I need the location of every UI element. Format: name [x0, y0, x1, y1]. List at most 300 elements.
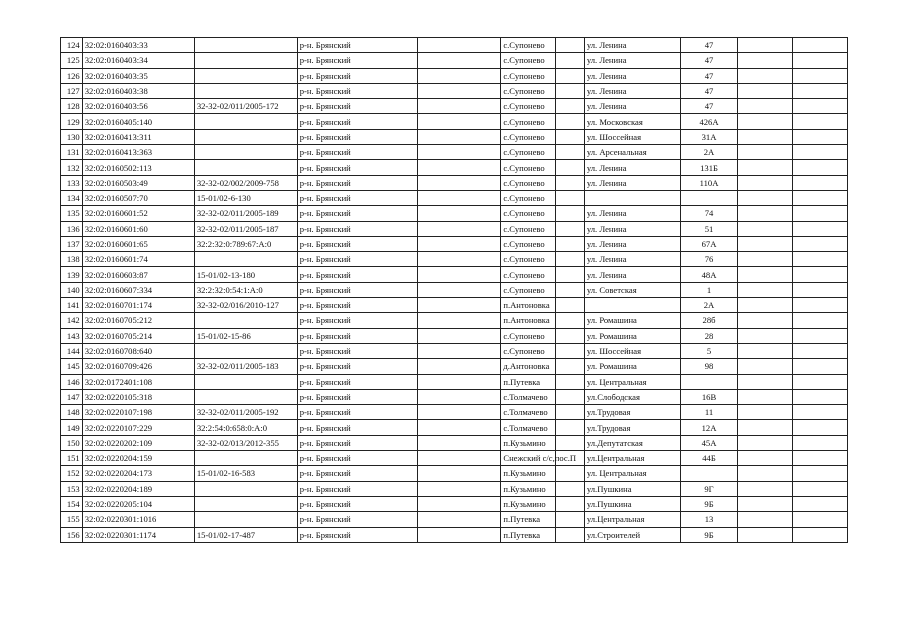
table-cell-district: р-н. Брянский [297, 298, 417, 313]
table-cell-cell-empty [738, 236, 793, 251]
table-cell-registration-number [194, 313, 297, 328]
table-cell-cell-empty [738, 328, 793, 343]
table-cell-settlement: п.Путевка [501, 512, 556, 527]
table-cell-district: р-н. Брянский [297, 282, 417, 297]
table-cell-empty [556, 53, 585, 68]
table-cell-house-number: 51 [680, 221, 737, 236]
table-cell-street: ул. Ромашина [584, 313, 680, 328]
table-cell-street: ул.Депутатская [584, 435, 680, 450]
table-cell-settlement: с.Супонево [501, 129, 556, 144]
table-cell-empty [556, 145, 585, 160]
table-cell-cadastral-number: 32:02:0160403:34 [82, 53, 194, 68]
table-cell-empty [556, 389, 585, 404]
table-cell-registration-number: 32-32-02/002/2009-758 [194, 175, 297, 190]
table-cell-row-number: 143 [61, 328, 83, 343]
table-cell-registration-number: 32-32-02/011/2005-183 [194, 359, 297, 374]
table-cell-cell-empty [417, 512, 501, 527]
table-cell-street: ул. Ленина [584, 83, 680, 98]
table-cell-cell-empty [793, 481, 848, 496]
table-cell-cell-empty [738, 359, 793, 374]
table-cell-row-number: 141 [61, 298, 83, 313]
table-cell-cell-empty [738, 313, 793, 328]
table-row [61, 206, 848, 221]
table-cell-cell-empty [738, 190, 793, 205]
table-cell-empty [556, 99, 585, 114]
table-cell-row-number: 134 [61, 190, 83, 205]
table-row [61, 466, 848, 481]
table-cell-cell-empty [417, 420, 501, 435]
table-cell-row-number: 131 [61, 145, 83, 160]
table-cell-cell-empty [793, 160, 848, 175]
table-cell-cell-empty [738, 267, 793, 282]
table-row [61, 496, 848, 511]
table-cell-row-number: 146 [61, 374, 83, 389]
table-cell-settlement: с.Супонево [501, 175, 556, 190]
table-cell-cell-empty [738, 282, 793, 297]
table-cell-cell-empty [738, 99, 793, 114]
table-cell-registration-number [194, 68, 297, 83]
table-cell-cell-empty [417, 374, 501, 389]
table-cell-registration-number: 32:2:32:0:789:67:А:0 [194, 236, 297, 251]
table-cell-cell-empty [417, 313, 501, 328]
table-cell-cell-empty [793, 68, 848, 83]
table-cell-district: р-н. Брянский [297, 38, 417, 53]
table-cell-cadastral-number: 32:02:0160705:212 [82, 313, 194, 328]
table-cell-empty [556, 175, 585, 190]
table-cell-district: р-н. Брянский [297, 496, 417, 511]
table-cell-street: ул.Центральная [584, 451, 680, 466]
table-cell-cell-empty [738, 160, 793, 175]
table-cell-street: ул. Ленина [584, 53, 680, 68]
table-cell-settlement: с.Супонево [501, 190, 556, 205]
table-cell-row-number: 155 [61, 512, 83, 527]
table-cell-settlement: Снежский с/с,пос.П [501, 451, 556, 466]
table-cell-cell-empty [793, 114, 848, 129]
table-cell-house-number: 47 [680, 68, 737, 83]
table-row [61, 68, 848, 83]
table-cell-registration-number: 32-32-02/011/2005-189 [194, 206, 297, 221]
table-cell-cell-empty [793, 252, 848, 267]
table-cell-house-number [680, 374, 737, 389]
table-cell-house-number: 98 [680, 359, 737, 374]
table-cell-cell-empty [417, 343, 501, 358]
table-cell-empty [556, 114, 585, 129]
table-cell-cell-empty [793, 328, 848, 343]
table-cell-district: р-н. Брянский [297, 114, 417, 129]
table-cell-row-number: 124 [61, 38, 83, 53]
table-cell-cell-empty [738, 420, 793, 435]
table-cell-settlement: п.Кузьмино [501, 435, 556, 450]
table-row [61, 252, 848, 267]
table-cell-cell-empty [793, 83, 848, 98]
table-cell-street: ул.Центральная [584, 512, 680, 527]
table-cell-house-number: 16В [680, 389, 737, 404]
table-cell-cell-empty [417, 328, 501, 343]
cadastral-table [60, 37, 848, 543]
table-cell-house-number: 28 [680, 328, 737, 343]
table-cell-cadastral-number: 32:02:0160405:140 [82, 114, 194, 129]
table-row [61, 527, 848, 542]
table-cell-cadastral-number: 32:02:0160709:426 [82, 359, 194, 374]
table-cell-cadastral-number: 32:02:0160413:363 [82, 145, 194, 160]
table-row [61, 267, 848, 282]
table-cell-house-number: 47 [680, 99, 737, 114]
table-cell-settlement: п.Путевка [501, 527, 556, 542]
table-cell-street: ул.Строителей [584, 527, 680, 542]
table-cell-row-number: 140 [61, 282, 83, 297]
table-cell-cell-empty [738, 68, 793, 83]
table-cell-row-number: 139 [61, 267, 83, 282]
table-cell-cell-empty [793, 512, 848, 527]
table-cell-cell-empty [738, 175, 793, 190]
table-cell-settlement: с.Супонево [501, 206, 556, 221]
table-cell-registration-number: 15-01/02-6-130 [194, 190, 297, 205]
table-cell-street: ул. Ленина [584, 267, 680, 282]
table-cell-row-number: 145 [61, 359, 83, 374]
table-cell-cell-empty [417, 359, 501, 374]
table-cell-registration-number [194, 83, 297, 98]
table-cell-house-number: 47 [680, 53, 737, 68]
table-cell-district: р-н. Брянский [297, 374, 417, 389]
table-cell-street [584, 190, 680, 205]
table-row [61, 313, 848, 328]
table-cell-house-number: 67А [680, 236, 737, 251]
table-cell-street: ул.Трудовая [584, 405, 680, 420]
table-cell-row-number: 148 [61, 405, 83, 420]
table-cell-district: р-н. Брянский [297, 466, 417, 481]
table-cell-registration-number [194, 114, 297, 129]
table-cell-house-number: 45А [680, 435, 737, 450]
table-cell-row-number: 126 [61, 68, 83, 83]
table-cell-street: ул. Центральная [584, 374, 680, 389]
table-row [61, 129, 848, 144]
table-cell-settlement: с.Супонево [501, 252, 556, 267]
table-cell-registration-number [194, 38, 297, 53]
table-row [61, 145, 848, 160]
table-cell-cell-empty [793, 359, 848, 374]
table-cell-empty [556, 313, 585, 328]
table-cell-district: р-н. Брянский [297, 435, 417, 450]
table-cell-cell-empty [417, 53, 501, 68]
table-cell-street: ул.Слободская [584, 389, 680, 404]
table-cell-settlement: п.Путевка [501, 374, 556, 389]
table-cell-empty [556, 206, 585, 221]
table-cell-district: р-н. Брянский [297, 512, 417, 527]
table-cell-cadastral-number: 32:02:0160601:74 [82, 252, 194, 267]
table-cell-district: р-н. Брянский [297, 252, 417, 267]
table-cell-row-number: 135 [61, 206, 83, 221]
table-cell-district: р-н. Брянский [297, 328, 417, 343]
table-cell-cell-empty [417, 435, 501, 450]
table-cell-settlement: с.Толмачево [501, 420, 556, 435]
table-cell-row-number: 129 [61, 114, 83, 129]
table-cell-house-number: 76 [680, 252, 737, 267]
table-cell-cell-empty [793, 53, 848, 68]
table-row [61, 328, 848, 343]
table-cell-row-number: 144 [61, 343, 83, 358]
table-cell-registration-number: 15-01/02-17-487 [194, 527, 297, 542]
table-cell-street: ул. Арсенальная [584, 145, 680, 160]
table-cell-cadastral-number: 32:02:0220301:1174 [82, 527, 194, 542]
table-cell-cadastral-number: 32:02:0220204:189 [82, 481, 194, 496]
table-cell-cell-empty [793, 420, 848, 435]
table-cell-house-number: 9Б [680, 527, 737, 542]
table-cell-settlement: с.Толмачево [501, 405, 556, 420]
table-cell-settlement: п.Кузьмино [501, 466, 556, 481]
table-cell-street: ул.Пушкина [584, 496, 680, 511]
table-cell-registration-number [194, 374, 297, 389]
table-cell-cell-empty [738, 38, 793, 53]
table-cell-empty [556, 435, 585, 450]
table-cell-cell-empty [793, 129, 848, 144]
table-cell-street: ул. Ленина [584, 160, 680, 175]
table-cell-district: р-н. Брянский [297, 160, 417, 175]
table-cell-cell-empty [793, 343, 848, 358]
table-cell-registration-number [194, 512, 297, 527]
table-cell-cell-empty [417, 389, 501, 404]
table-cell-district: р-н. Брянский [297, 389, 417, 404]
table-cell-cell-empty [738, 466, 793, 481]
table-cell-settlement: п.Антоновка [501, 313, 556, 328]
table-cell-row-number: 142 [61, 313, 83, 328]
table-cell-cell-empty [417, 282, 501, 297]
table-cell-registration-number [194, 343, 297, 358]
table-cell-settlement: с.Супонево [501, 328, 556, 343]
table-cell-district: р-н. Брянский [297, 175, 417, 190]
table-cell-empty [556, 190, 585, 205]
table-cell-row-number: 127 [61, 83, 83, 98]
table-cell-cell-empty [793, 236, 848, 251]
table-cell-cell-empty [793, 435, 848, 450]
table-cell-empty [556, 298, 585, 313]
table-row [61, 38, 848, 53]
table-cell-street: ул. Центральная [584, 466, 680, 481]
table-cell-cell-empty [793, 221, 848, 236]
table-cell-registration-number: 32-32-02/011/2005-187 [194, 221, 297, 236]
table-cell-row-number: 132 [61, 160, 83, 175]
table-cell-registration-number: 32:2:54:0:658:0:А:0 [194, 420, 297, 435]
table-row [61, 405, 848, 420]
table-cell-cadastral-number: 32:02:0220204:159 [82, 451, 194, 466]
table-cell-empty [556, 496, 585, 511]
table-cell-district: р-н. Брянский [297, 221, 417, 236]
table-cell-empty [556, 236, 585, 251]
table-cell-row-number: 125 [61, 53, 83, 68]
table-cell-house-number: 9Г [680, 481, 737, 496]
table-cell-cell-empty [417, 99, 501, 114]
table-cell-street: ул. Ленина [584, 99, 680, 114]
table-cell-cell-empty [793, 496, 848, 511]
table-cell-district: р-н. Брянский [297, 343, 417, 358]
table-cell-house-number: 2А [680, 145, 737, 160]
table-cell-cell-empty [793, 145, 848, 160]
table-cell-cell-empty [793, 527, 848, 542]
table-cell-settlement: с.Супонево [501, 53, 556, 68]
table-cell-registration-number [194, 53, 297, 68]
table-cell-empty [556, 328, 585, 343]
table-cell-cadastral-number: 32:02:0160601:60 [82, 221, 194, 236]
table-cell-district: р-н. Брянский [297, 83, 417, 98]
table-row [61, 236, 848, 251]
table-cell-cell-empty [793, 451, 848, 466]
table-cell-cadastral-number: 32:02:0160403:33 [82, 38, 194, 53]
table-cell-row-number: 149 [61, 420, 83, 435]
table-cell-empty [556, 359, 585, 374]
table-cell-settlement: с.Супонево [501, 83, 556, 98]
table-cell-district: р-н. Брянский [297, 405, 417, 420]
table-cell-street: ул. Ленина [584, 221, 680, 236]
table-cell-district: р-н. Брянский [297, 527, 417, 542]
table-cell-house-number [680, 466, 737, 481]
table-row [61, 343, 848, 358]
table-cell-cadastral-number: 32:02:0172401:108 [82, 374, 194, 389]
table-cell-street: ул. Шоссейная [584, 129, 680, 144]
table-cell-cell-empty [738, 114, 793, 129]
table-cell-district: р-н. Брянский [297, 68, 417, 83]
table-cell-empty [556, 405, 585, 420]
table-cell-street: ул. Ленина [584, 206, 680, 221]
table-cell-cell-empty [793, 374, 848, 389]
table-cell-cell-empty [417, 175, 501, 190]
table-row [61, 190, 848, 205]
table-cell-cadastral-number: 32:02:0220105:318 [82, 389, 194, 404]
table-cell-cell-empty [738, 206, 793, 221]
table-cell-house-number: 2А [680, 298, 737, 313]
table-cell-cell-empty [738, 512, 793, 527]
table-cell-settlement: с.Супонево [501, 343, 556, 358]
table-cell-house-number: 74 [680, 206, 737, 221]
table-row [61, 512, 848, 527]
table-cell-district: р-н. Брянский [297, 420, 417, 435]
table-cell-row-number: 136 [61, 221, 83, 236]
table-cell-house-number: 5 [680, 343, 737, 358]
table-row [61, 389, 848, 404]
table-cell-cell-empty [793, 267, 848, 282]
table-cell-district: р-н. Брянский [297, 206, 417, 221]
table-cell-empty [556, 374, 585, 389]
table-cell-street: ул. Ленина [584, 252, 680, 267]
table-cell-cell-empty [738, 145, 793, 160]
table-cell-street: ул. Ромашина [584, 328, 680, 343]
table-cell-empty [556, 420, 585, 435]
table-cell-empty [556, 267, 585, 282]
table-cell-cell-empty [793, 389, 848, 404]
table-cell-settlement: с.Супонево [501, 114, 556, 129]
table-cell-district: р-н. Брянский [297, 451, 417, 466]
table-cell-empty [556, 83, 585, 98]
table-cell-street: ул. Советская [584, 282, 680, 297]
table-cell-cadastral-number: 32:02:0160601:65 [82, 236, 194, 251]
table-cell-cell-empty [417, 252, 501, 267]
table-cell-cell-empty [417, 405, 501, 420]
table-cell-registration-number [194, 389, 297, 404]
table-cell-street: ул. Ленина [584, 68, 680, 83]
table-cell-house-number: 9Б [680, 496, 737, 511]
table-cell-empty [556, 343, 585, 358]
table-cell-house-number: 11 [680, 405, 737, 420]
table-row [61, 175, 848, 190]
table-cell-registration-number [194, 451, 297, 466]
table-cell-registration-number [194, 129, 297, 144]
table-cell-empty [556, 221, 585, 236]
table-cell-settlement: с.Супонево [501, 282, 556, 297]
table-cell-empty [556, 252, 585, 267]
table-cell-cell-empty [738, 252, 793, 267]
table-cell-cadastral-number: 32:02:0160607:334 [82, 282, 194, 297]
table-cell-cell-empty [417, 298, 501, 313]
table-cell-registration-number: 15-01/02-13-180 [194, 267, 297, 282]
table-cell-cadastral-number: 32:02:0220301:1016 [82, 512, 194, 527]
table-cell-street: ул. Ленина [584, 38, 680, 53]
table-row [61, 83, 848, 98]
table-cell-registration-number [194, 496, 297, 511]
table-cell-cell-empty [738, 481, 793, 496]
table-cell-street: ул. Ленина [584, 175, 680, 190]
table-cell-district: р-н. Брянский [297, 129, 417, 144]
table-cell-district: р-н. Брянский [297, 481, 417, 496]
table-cell-cell-empty [738, 405, 793, 420]
table-cell-registration-number: 32-32-02/013/2012-355 [194, 435, 297, 450]
table-cell-cell-empty [793, 405, 848, 420]
table-cell-registration-number [194, 145, 297, 160]
table-cell-cell-empty [417, 129, 501, 144]
table-cell-cell-empty [793, 298, 848, 313]
table-cell-cadastral-number: 32:02:0160701:174 [82, 298, 194, 313]
table-cell-empty [556, 68, 585, 83]
table-cell-settlement: п.Кузьмино [501, 481, 556, 496]
table-cell-house-number: 12А [680, 420, 737, 435]
table-cell-cell-empty [417, 267, 501, 282]
table-cell-settlement: с.Супонево [501, 99, 556, 114]
table-row [61, 282, 848, 297]
table-cell-settlement: с.Супонево [501, 267, 556, 282]
table-cell-cell-empty [738, 435, 793, 450]
table-cell-cell-empty [738, 221, 793, 236]
table-cell-house-number: 47 [680, 83, 737, 98]
table-cell-cell-empty [738, 129, 793, 144]
table-cell-cell-empty [793, 466, 848, 481]
table-cell-cell-empty [417, 496, 501, 511]
table-cell-house-number: 131Б [680, 160, 737, 175]
table-cell-cell-empty [417, 466, 501, 481]
table-cell-cell-empty [738, 53, 793, 68]
table-cell-cell-empty [417, 83, 501, 98]
table-cell-registration-number: 15-01/02-15-86 [194, 328, 297, 343]
table-cell-cell-empty [738, 343, 793, 358]
table-cell-cell-empty [793, 175, 848, 190]
table-cell-registration-number: 32-32-02/011/2005-192 [194, 405, 297, 420]
table-cell-settlement: п.Кузьмино [501, 496, 556, 511]
table-cell-settlement: д.Антоновка [501, 359, 556, 374]
table-cell-registration-number [194, 252, 297, 267]
table-cell-cadastral-number: 32:02:0160502:113 [82, 160, 194, 175]
table-row [61, 420, 848, 435]
table-cell-cell-empty [738, 374, 793, 389]
table-cell-house-number: 48А [680, 267, 737, 282]
table-cell-cell-empty [417, 114, 501, 129]
table-cell-empty [556, 282, 585, 297]
table-cell-row-number: 137 [61, 236, 83, 251]
table-cell-house-number: 47 [680, 38, 737, 53]
table-cell-settlement: с.Супонево [501, 145, 556, 160]
table-cell-cell-empty [793, 282, 848, 297]
table-row [61, 160, 848, 175]
table-cell-street: ул.Трудовая [584, 420, 680, 435]
table-cell-street: ул. Московская [584, 114, 680, 129]
table-cell-cell-empty [793, 99, 848, 114]
table-cell-empty [556, 129, 585, 144]
table-cell-settlement: с.Супонево [501, 160, 556, 175]
